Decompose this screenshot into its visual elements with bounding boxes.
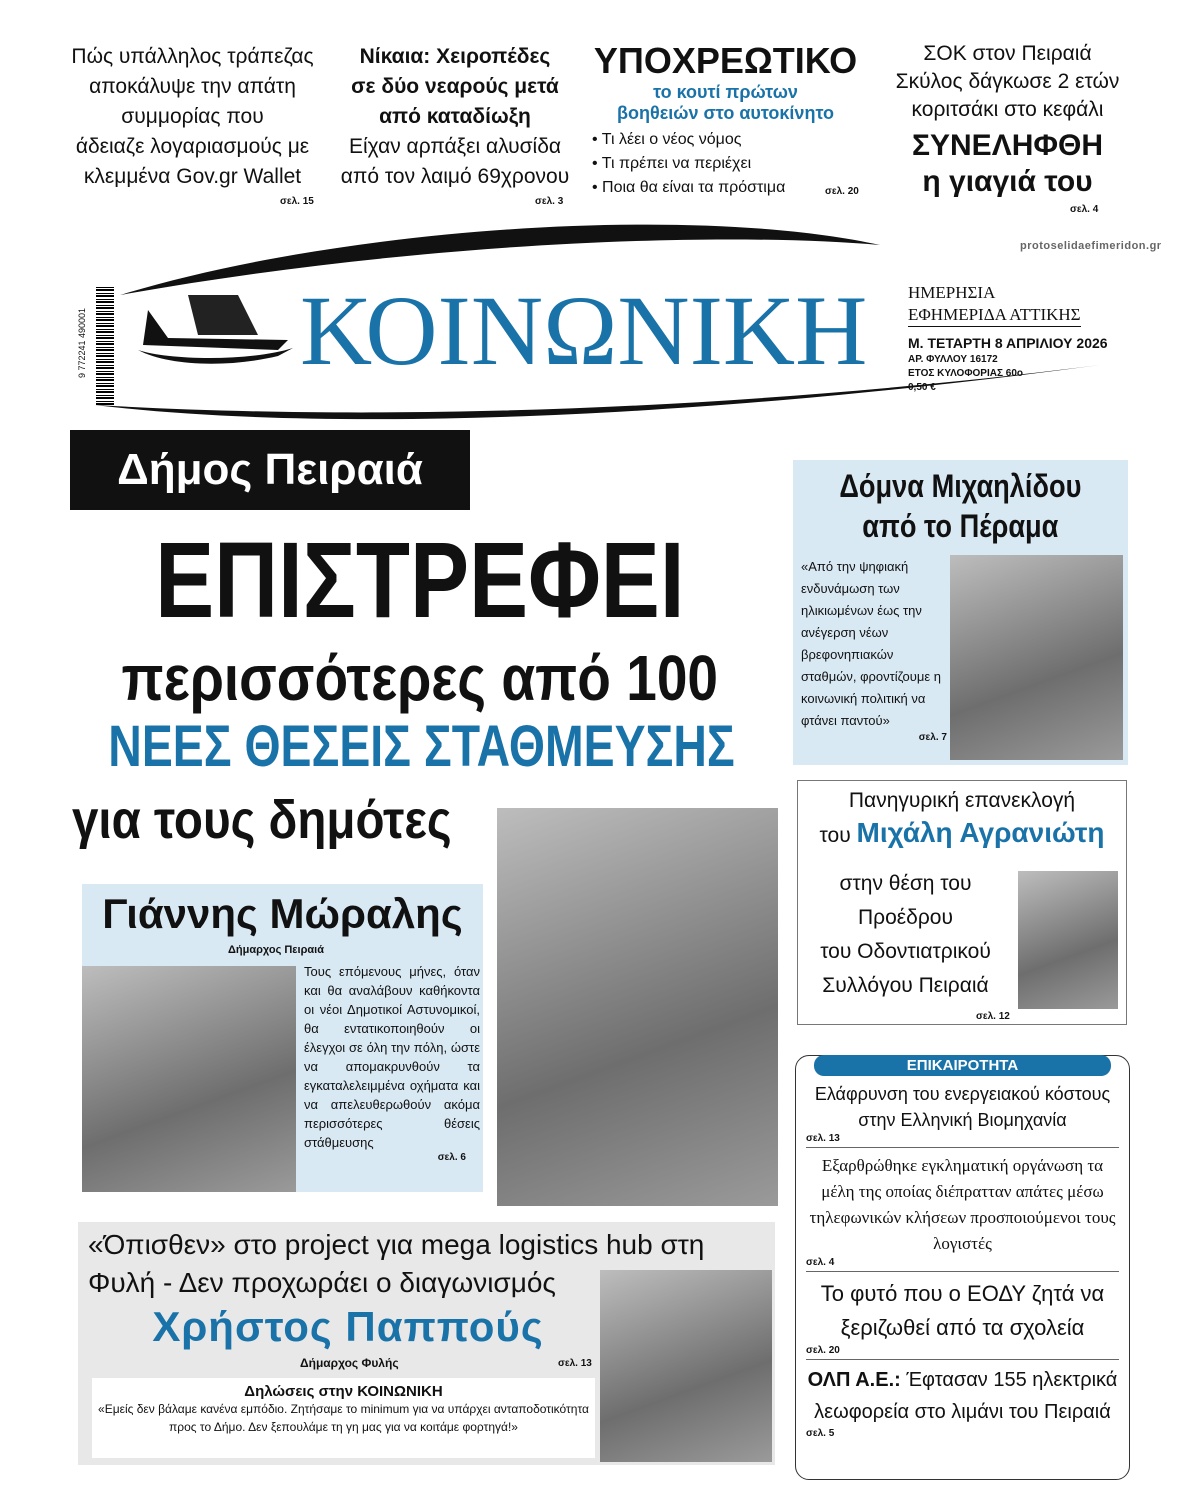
text: ΝΕΕΣ ΘΕΣΕΙΣ ΣΤΑΘΜΕΥΣΗΣ [108, 714, 735, 779]
quote: «Εμείς δεν βάλαμε κανένα εμπόδιο. Ζητήσαμε το minimum για να υπάρχει ανταποδοτικότητα προς το Δήμο. Δεν ξεπουλάμε τη γη μας για να κοιτάμε φορτηγά!» [98, 1402, 589, 1434]
page-ref: σελ. 4 [1070, 204, 1099, 215]
domna-box[interactable] [793, 460, 1128, 765]
title: ΥΠΟΧΡΕΩΤΙΚΟ [593, 40, 858, 81]
text: Πανηγυρική επανεκλογή [848, 789, 1076, 812]
page-ref: σελ. 4 [806, 1257, 835, 1268]
headline: η γιαγιά του [922, 165, 1093, 198]
bold-text: ΟΛΠ Α.Ε.: [807, 1369, 901, 1391]
text: άδειαζε λογαριασμούς με [75, 135, 310, 158]
page-ref: σελ. 20 [806, 1345, 840, 1356]
moralis-photo [82, 966, 296, 1192]
text: Ελάφρυνση του ενεργειακού κόστους στην Ελληνική Βιομηχανία [814, 1084, 1111, 1130]
street-photo [497, 808, 778, 1206]
price: 0,50 € [908, 382, 936, 393]
page-ref: σελ. 6 [437, 1152, 466, 1163]
text: Σκύλος δάγκωσε 2 ετών [895, 70, 1120, 93]
title: από το Πέραμα [862, 508, 1059, 544]
lead-sub [40, 640, 800, 716]
text: Είχαν αρπάξει αλυσίδα [348, 135, 562, 158]
text: του Οδοντιατρικού [820, 940, 991, 963]
headline: «Όπισθεν» στο project για mega logistics hub στη Φυλή - Δεν προχωράει ο διαγωνισμός [88, 1229, 705, 1298]
page-ref: σελ. 13 [558, 1358, 592, 1369]
bullet: Τι λέει ο νέος νόμος [601, 131, 742, 148]
lead-sub-2 [72, 788, 503, 852]
bullet: Ποια θα είναι τα πρόστιμα [602, 179, 786, 196]
news-item[interactable] [806, 1272, 1119, 1360]
top-story-3[interactable]: ΥΠΟΧΡΕΩΤΙΚΟ το κουτί πρώτων βοηθειών στο αυτοκίνητο • Τι λέει ο νέος νόμος • Τι πρέπει να περιέχει • Ποια θα είναι τα πρόστιμα [588, 40, 863, 200]
masthead-info [908, 282, 1081, 327]
quote: «Από την ψηφιακή ενδυνάμωση των ηλικιωμένων έως την ανέγερση νέων βρεφονηπιακών σταθμών, φροντίζουμε η κοινωνική πολιτική να φτάνει παντού» [801, 559, 941, 728]
name: Χρήστος Παππούς [152, 1303, 544, 1350]
page-ref: σελ. 13 [806, 1133, 840, 1144]
text: από καταδίωξη [379, 105, 531, 128]
quote-title: Δηλώσεις στην ΚΟΙΝΩΝΙΚΗ [244, 1383, 443, 1400]
kicker: ΣΟΚ στον Πειραιά [923, 42, 1092, 65]
text: ΕΠΙΣΤΡΕΦΕΙ [155, 519, 685, 640]
agraniotis-photo [1018, 871, 1118, 1009]
page-ref: σελ. 15 [280, 196, 314, 207]
bullet: Τι πρέπει να περιέχει [601, 155, 752, 172]
quote-box [92, 1378, 595, 1458]
lead-headline[interactable] [60, 515, 780, 645]
issue: ΑΡ. ΦΥΛΛΟΥ 16172 [908, 354, 998, 365]
page-ref: σελ. 7 [918, 732, 947, 743]
date: Μ. ΤΕΤΑΡΤΗ 8 ΑΠΡΙΛΙΟΥ 2026 [908, 335, 1108, 351]
page-ref: σελ. 5 [806, 1428, 835, 1439]
text: Συλλόγου Πειραιά [822, 974, 989, 997]
agraniotis-box[interactable] [797, 780, 1127, 1025]
subtitle: το κουτί πρώτων [653, 82, 798, 102]
top-story-1[interactable] [60, 42, 325, 192]
text: για τους δημότες [72, 790, 452, 850]
pappous-photo [600, 1270, 772, 1462]
text: Πώς υπάλληλος τράπεζας [71, 45, 314, 68]
text: ΕΦΗΜΕΡΙΔΑ ΑΤΤΙΚΗΣ [908, 304, 1081, 327]
text: αποκάλυψε την απάτη [89, 75, 296, 98]
text: κοριτσάκι στο κεφάλι [911, 98, 1104, 121]
pappous-box[interactable] [78, 1222, 775, 1465]
headline: ΣΥΝΕΛΗΦΘΗ [912, 129, 1103, 162]
text: περισσότερες από 100 [121, 642, 719, 714]
subtitle: βοηθειών στο αυτοκίνητο [617, 103, 834, 123]
news-item[interactable] [806, 1148, 1119, 1272]
text: Εξαρθρώθηκε εγκληματική οργάνωση τα μέλη της οποίας διέπρατταν απάτες μέσω τηλεφωνικών κλήσεων προσποιούμενοι τους λογιστές [809, 1156, 1116, 1253]
news-item[interactable] [806, 1076, 1119, 1148]
top-story-4[interactable] [875, 40, 1140, 200]
name: Μιχάλη Αγρανιώτη [856, 817, 1105, 848]
role: Δήμαρχος Πειραιά [228, 944, 324, 956]
text: συμμορίας που [121, 105, 264, 128]
issue-info [908, 336, 1108, 395]
page-ref: σελ. 20 [825, 186, 859, 197]
text: Νίκαια: Χειροπέδες [359, 45, 551, 68]
year: ΕΤΟΣ ΚΥΛΟΦΟΡΙΑΣ 60ο [908, 368, 1023, 379]
ship-logo [128, 290, 298, 370]
title: Δόμνα Μιχαηλίδου [839, 468, 1082, 504]
name: Γιάννης Μώραλης [102, 890, 463, 937]
text: στην θέση του [839, 872, 972, 895]
text: του [819, 824, 857, 847]
role: Δήμαρχος Φυλής [300, 1356, 399, 1370]
lead-kicker: Δήμος Πειραιά [70, 430, 470, 510]
barcode-number: 9 772241 490001 [77, 307, 87, 379]
top-story-2[interactable] [335, 42, 575, 192]
lead-sub-blue [30, 712, 810, 782]
news-item[interactable] [806, 1360, 1119, 1440]
text: Έφτασαν 155 ηλεκτρικά λεωφορεία στο λιμάνι του Πειραιά [814, 1369, 1118, 1423]
text: σε δύο νεαρούς μετά [351, 75, 559, 98]
text: κλεμμένα Gov.gr Wallet [83, 165, 302, 188]
moralis-box[interactable] [82, 884, 483, 1192]
domna-photo [950, 555, 1123, 760]
barcode [96, 285, 114, 405]
section-label: ΕΠΙΚΑΙΡΟΤΗΤΑ [814, 1055, 1111, 1076]
page-ref: σελ. 3 [535, 196, 564, 207]
page-ref: σελ. 12 [976, 1011, 1010, 1022]
text: Προέδρου [858, 906, 953, 929]
text: Τους επόμενους μήνες, όταν και θα αναλάβουν καθήκοντα οι νέοι Δημοτικοί Αστυνομικοί, θα εντατικοποιηθούν οι έλεγχοι σε όλη την πόλη, ώστε να απομακρυνθούν τα εγκαταλελειμμένα οχήματα και να απελευθερωθούν ακόμα περισσότερες θέσεις στάθμευσης [304, 964, 480, 1150]
watermark: protoselidaefimeridon.gr [1020, 240, 1162, 252]
text: από τον λαιμό 69χρονου [340, 165, 570, 188]
masthead-title: ΚΟΙΝΩΝΙΚΗ [300, 275, 868, 386]
text: Το φυτό που ο ΕΟΔΥ ζητά να ξεριζωθεί από τα σχολεία [820, 1281, 1105, 1340]
text: ΗΜΕΡΗΣΙΑ [908, 283, 996, 302]
epikairotita-box [795, 1055, 1130, 1480]
